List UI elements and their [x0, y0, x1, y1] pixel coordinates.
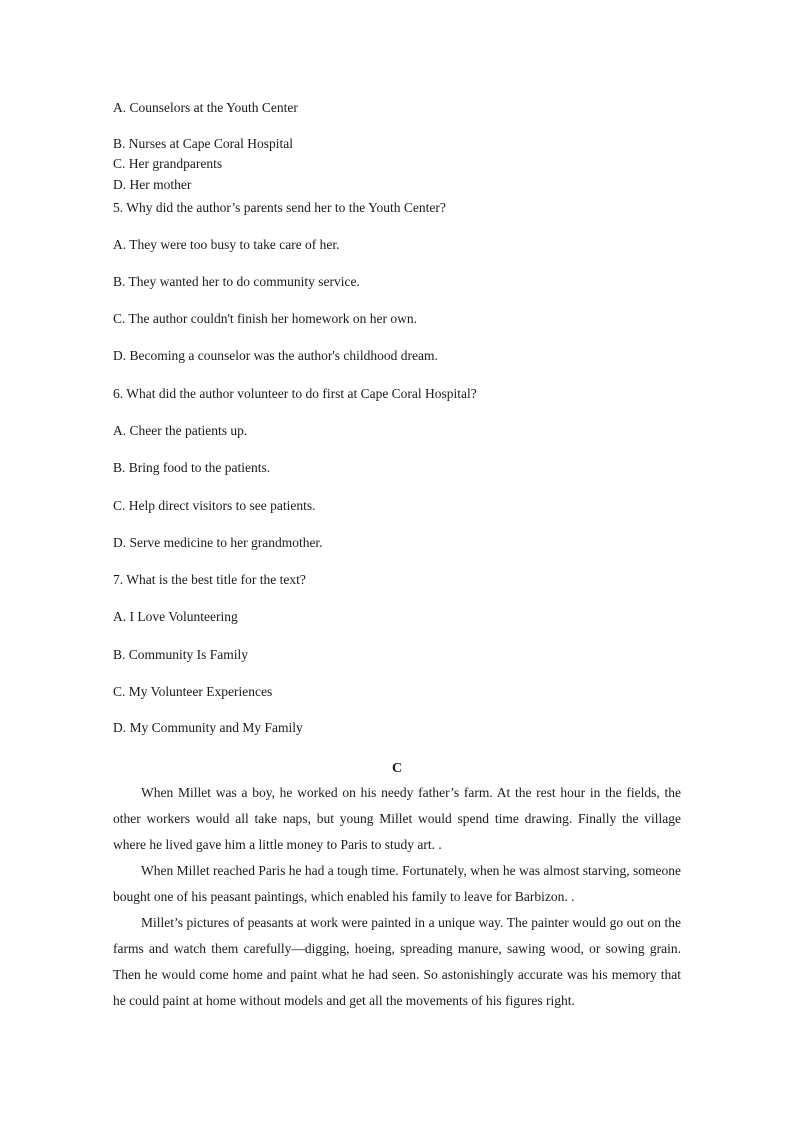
section-c-paragraph-3: Millet’s pictures of peasants at work were painted in a unique way. The painter would go out on the farms and watch them carefully—digging, hoeing, spreading manure, sawing wood, or sowing grain. Then he would come home and paint what he had seen. So astonishingly accurate was his memory that he could paint at home without models and get all the movements of his figures right.: [113, 915, 681, 1008]
q6-option-d: D. Serve medicine to her grandmother.: [113, 535, 323, 550]
q4-option-a: A. Counselors at the Youth Center: [113, 100, 298, 115]
q7-option-c: C. My Volunteer Experiences: [113, 684, 273, 699]
q5-option-c: C. The author couldn't finish her homework on her own.: [113, 311, 418, 326]
q4-option-b: B. Nurses at Cape Coral Hospital: [113, 136, 293, 151]
q5-question: 5. Why did the author’s parents send her to the Youth Center?: [113, 200, 446, 215]
q6-question: 6. What did the author volunteer to do first at Cape Coral Hospital?: [113, 386, 477, 401]
q6-option-c: C. Help direct visitors to see patients.: [113, 498, 316, 513]
section-c-heading: C: [391, 761, 403, 776]
q6-option-b: B. Bring food to the patients.: [113, 460, 271, 475]
q4-option-d: D. Her mother: [113, 177, 192, 192]
q5-option-b: B. They wanted her to do community service.: [113, 274, 360, 289]
q4-option-c: C. Her grandparents: [113, 156, 223, 171]
q5-option-a: A. They were too busy to take care of her.: [113, 237, 340, 252]
q7-option-a: A. I Love Volunteering: [113, 609, 238, 624]
q7-option-b: B. Community Is Family: [113, 647, 249, 662]
q7-question: 7. What is the best title for the text?: [113, 572, 306, 587]
section-c-paragraph-1: When Millet was a boy, he worked on his needy father’s farm. At the rest hour in the fields, the other workers would all take naps, but young Millet would spend time drawing. Finally the village where he lived gave him a little money to Paris to study art. .: [113, 785, 681, 852]
section-c-paragraph-2: When Millet reached Paris he had a tough time. Fortunately, when he was almost starving, someone bought one of his peasant paintings, which enabled his family to leave for Barbizon. .: [113, 863, 681, 904]
q7-option-d: D. My Community and My Family: [113, 720, 303, 735]
q5-option-d: D. Becoming a counselor was the author's childhood dream.: [113, 348, 438, 363]
q6-option-a: A. Cheer the patients up.: [113, 423, 248, 438]
